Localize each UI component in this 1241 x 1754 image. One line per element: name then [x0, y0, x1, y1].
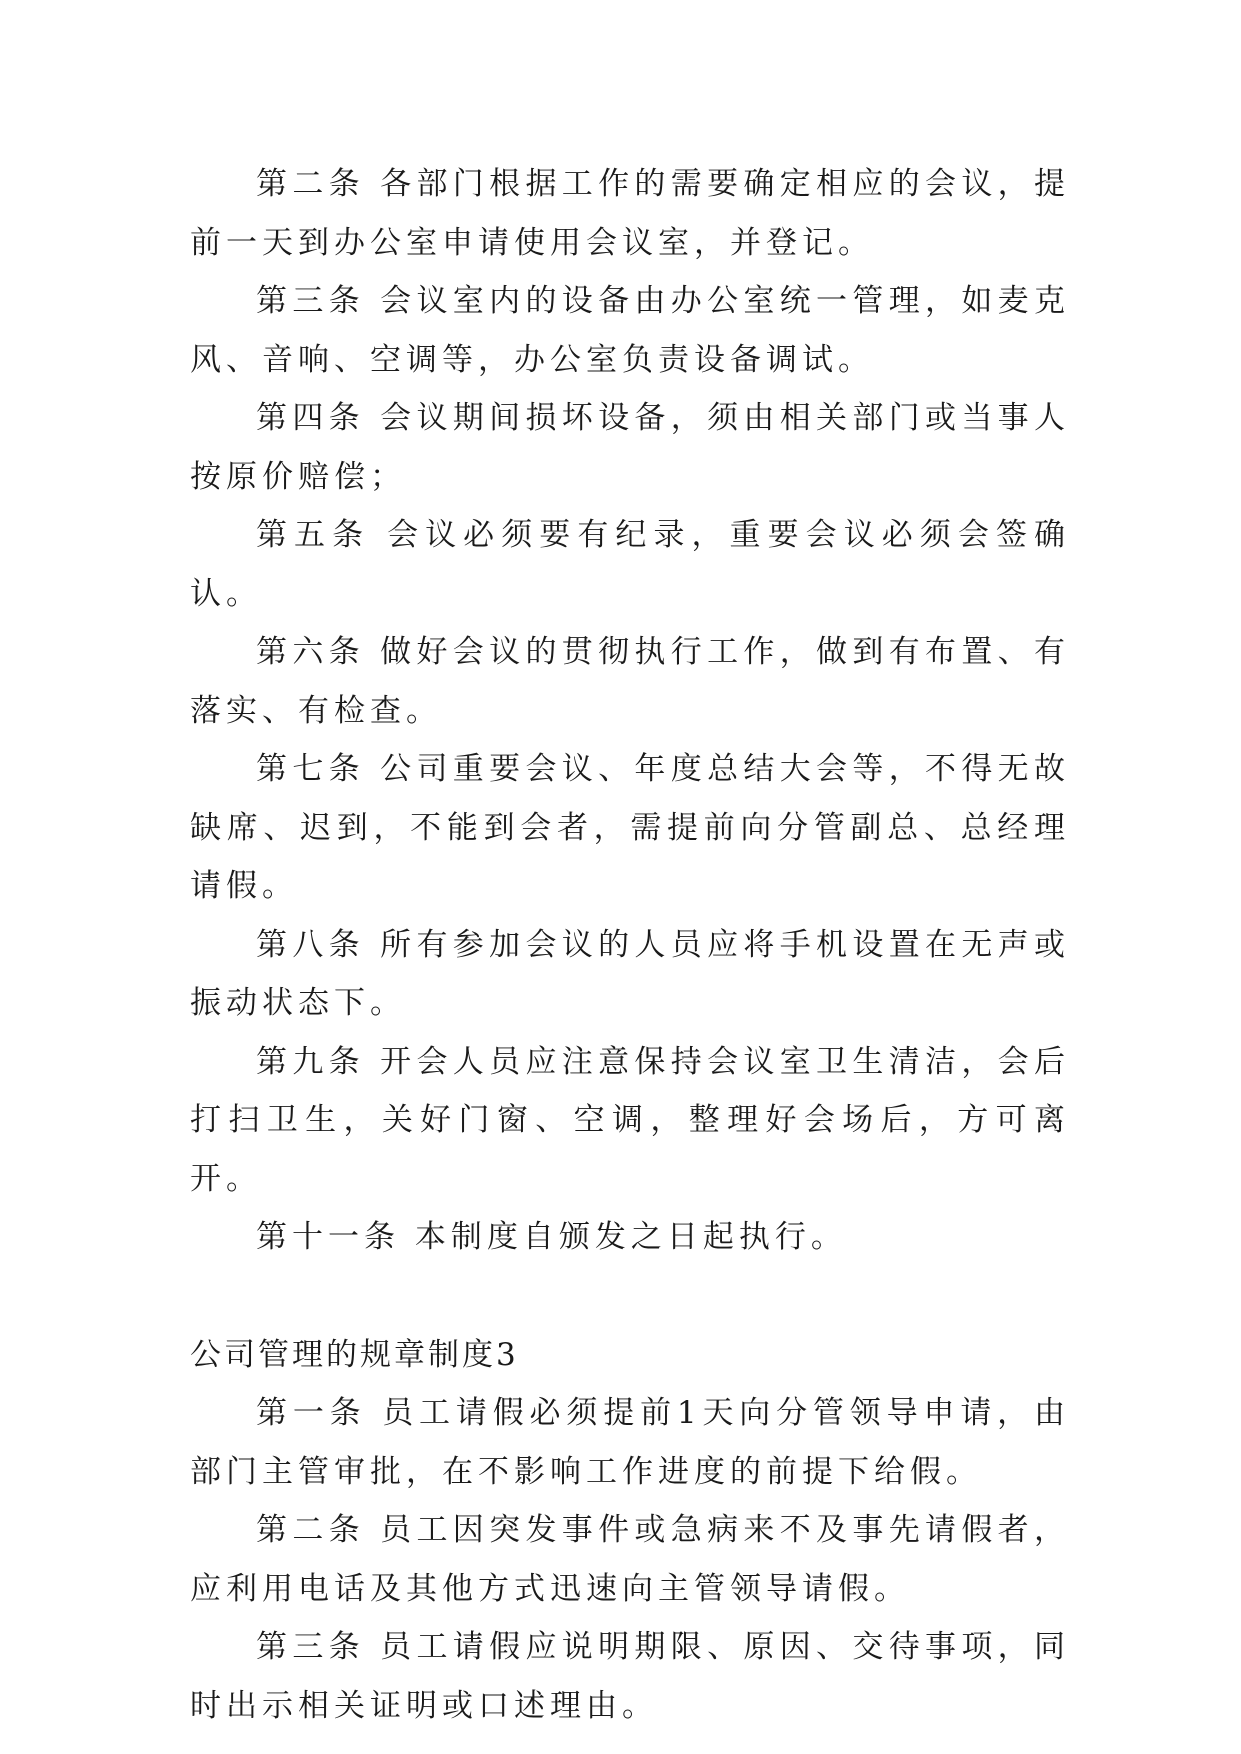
- article-equipment-damage: 第四条 会议期间损坏设备，须由相关部门或当事人按原价赔偿；: [190, 400, 1070, 495]
- article-phone-silent: 第八条 所有参加会议的人员应将手机设置在无声或振动状态下。: [190, 926, 1070, 1021]
- article-effective-date: 第十一条 本制度自颁发之日起执行。: [256, 1219, 847, 1255]
- article-attendance: 第七条 公司重要会议、年度总结大会等，不得无故缺席、迟到，不能到会者，需提前向分管副总、总经理请假。: [190, 751, 1070, 904]
- section-spacer: [190, 1267, 1070, 1326]
- article-meeting-request: 第二条 各部门根据工作的需要确定相应的会议，提前一天到办公室申请使用会议室，并登记。: [190, 166, 1070, 261]
- article-leave-explanation: 第三条 员工请假应说明期限、原因、交待事项，同时出示相关证明或口述理由。: [190, 1629, 1070, 1724]
- article-leave-application: 第一条 员工请假必须提前1天向分管领导申请，由部门主管审批，在不影响工作进度的前提下给假。: [190, 1395, 1070, 1490]
- article-room-cleaning: 第九条 开会人员应注意保持会议室卫生清洁，会后打扫卫生，关好门窗、空调，整理好会场后，方可离开。: [190, 1043, 1070, 1197]
- article-emergency-leave: 第二条 员工因突发事件或急病来不及事先请假者，应利用电话及其他方式迅速向主管领导请假。: [190, 1512, 1070, 1607]
- article-implementation: 第六条 做好会议的贯彻执行工作，做到有布置、有落实、有检查。: [190, 634, 1070, 729]
- document-body: [190, 155, 1070, 1735]
- article-meeting-records: 第五条 会议必须要有纪录，重要会议必须会签确认。: [190, 517, 1070, 612]
- article-equipment-management: 第三条 会议室内的设备由办公室统一管理，如麦克风、音响、空调等，办公室负责设备调试。: [190, 283, 1070, 378]
- section-heading: 公司管理的规章制度3: [190, 1336, 519, 1373]
